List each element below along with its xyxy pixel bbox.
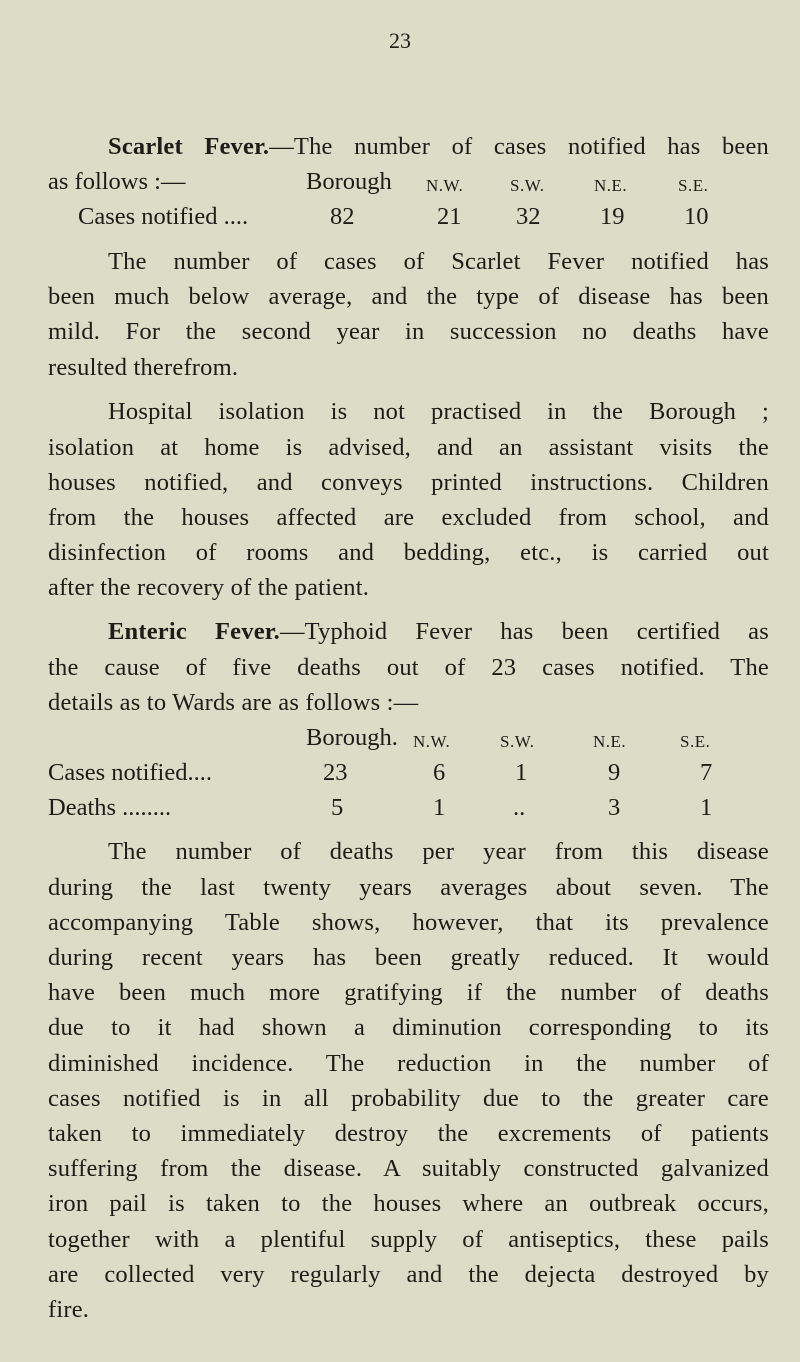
paragraph-line: have been much more gratifying if the number of deaths <box>48 979 769 1006</box>
paragraph-line: Hospital isolation is not practised in the Borough ; <box>108 398 769 425</box>
paragraph-line: due to it had shown a diminution corresponding to its <box>48 1014 769 1041</box>
paragraph-line: taken to immediately destroy the excrements of patients <box>48 1120 769 1147</box>
scarlet-heading-line: Scarlet Fever.—The number of cases notified has been <box>108 133 769 160</box>
paragraph-line: isolation at home is advised, and an assistant visits the <box>48 434 769 461</box>
paragraph-line: mild. For the second year in succession no deaths have <box>48 318 769 345</box>
section-heading: Enteric Fever. <box>108 618 280 645</box>
paragraph-line: during recent years has been greatly reduced. It would <box>48 944 769 971</box>
paragraph-line: accompanying Table shows, however, that its prevalence <box>48 909 769 936</box>
paragraph-line: The number of deaths per year from this disease <box>108 838 769 865</box>
paragraph-line: been much below average, and the type of disease has been <box>48 283 769 310</box>
paragraph-line: details as to Wards are as follows :— <box>48 689 419 716</box>
paragraph-line: the cause of five deaths out of 23 cases notified. The <box>48 654 769 681</box>
paragraph-line: during the last twenty years averages about seven. The <box>48 874 769 901</box>
page-number: 23 <box>389 28 411 53</box>
paragraph-line: together with a plentiful supply of antiseptics, these pails <box>48 1226 769 1253</box>
paragraph-line: after the recovery of the patient. <box>48 574 370 601</box>
paragraph-line: iron pail is taken to the houses where an outbreak occurs, <box>48 1190 769 1217</box>
paragraph-line: diminished incidence. The reduction in the number of <box>48 1050 769 1077</box>
paragraph-line: disinfection of rooms and bedding, etc., is carried out <box>48 539 769 566</box>
enteric-heading-line: Enteric Fever.—Typhoid Fever has been certified as <box>108 618 769 645</box>
paragraph-line: are collected very regularly and the dejecta destroyed by <box>48 1261 769 1288</box>
paragraph-line: cases notified is in all probability due to the greater care <box>48 1085 769 1112</box>
paragraph-line: from the houses affected are excluded from school, and <box>48 504 769 531</box>
paragraph-line: resulted therefrom. <box>48 354 239 381</box>
paragraph-line: fire. <box>48 1296 90 1323</box>
paragraph-line: The number of cases of Scarlet Fever notified has <box>108 248 769 275</box>
paragraph-line: suffering from the disease. A suitably constructed galvanized <box>48 1155 769 1182</box>
section-heading: Scarlet Fever. <box>108 133 270 160</box>
paragraph-line: houses notified, and conveys printed instructions. Children <box>48 469 769 496</box>
